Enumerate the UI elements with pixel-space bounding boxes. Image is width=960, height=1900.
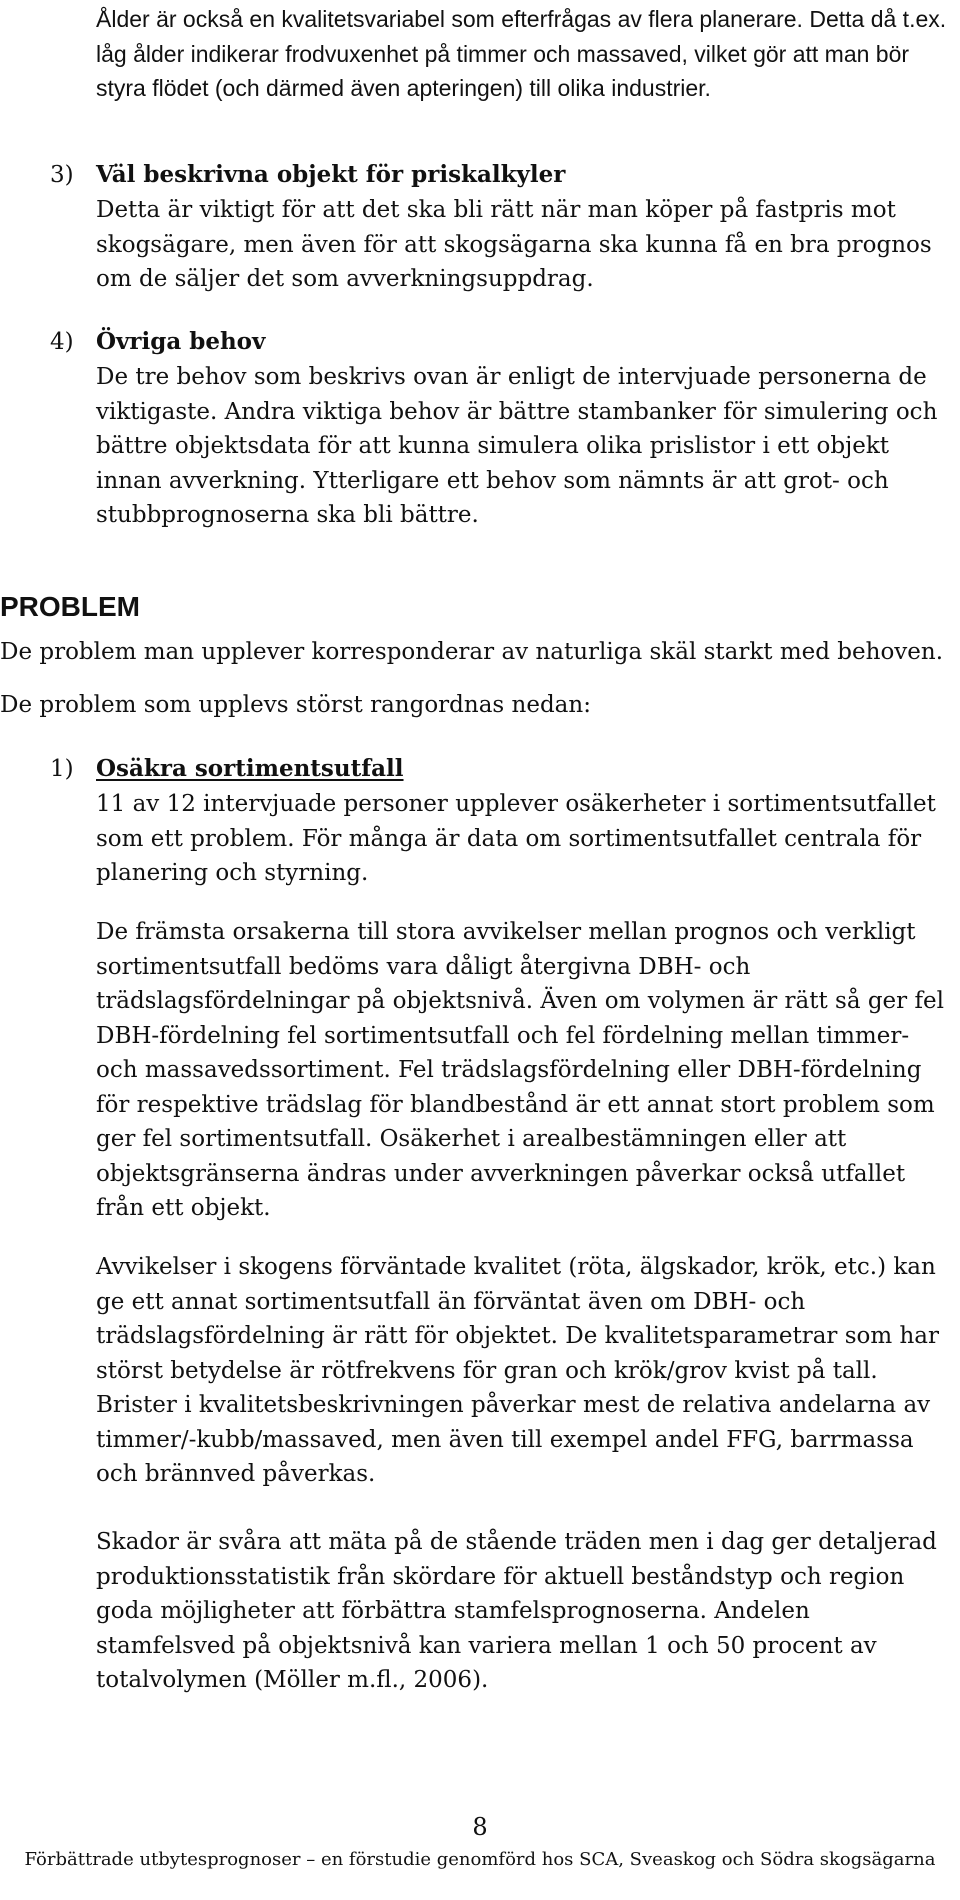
problem-ranking-paragraph: De problem som upplevs störst rangordnas nedan:: [0, 692, 591, 718]
need-3-title: Väl beskrivna objekt för priskalkyler: [96, 161, 566, 188]
page-footer: Förbättrade utbytesprognoser – en förstudie genomförd hos SCA, Sveaskog och Södra skogsägarna: [24, 1849, 936, 1870]
problem-1-paragraph-2: De främsta orsakerna till stora avvikelser mellan prognos och verkligt sortimentsutfall bedöms vara dåligt återgivna DBH- och trädslagsfördelningar på objektsnivå. Även om volymen är rätt så ger fel DBH-fördelning fel sortimentsutfall och fel fördelning mellan timmer- och massavedssortiment. Fel trädslagsfördelning eller DBH-fördelning för respektive trädslag för blandbestånd är ett annat stort problem som ger fel sortimentsutfall. Osäkerhet i arealbestämningen eller att objektsgränserna ändras under avverkningen påverkar också utfallet från ett objekt.: [96, 919, 944, 1221]
need-4-title: Övriga behov: [96, 328, 266, 355]
problem-1-paragraph-4: Skador är svåra att mäta på de stående träden men i dag ger detaljerad produktionsstatistik från skördare för aktuell beståndstyp och region goda möjligheter att förbättra stamfelsprognoserna. Andelen stamfelsved på objektsnivå kan variera mellan 1 och 50 procent av totalvolymen (Möller m.fl., 2006).: [96, 1529, 937, 1693]
need-4-body: De tre behov som beskrivs ovan är enligt de intervjuade personerna de viktigaste. Andra viktiga behov är bättre stambanker för simulering och bättre objektsdata för att kunna simulera olika prislistor i ett objekt innan avverkning. Ytterligare ett behov som nämnts är att grot- och stubbprognoserna ska bli bättre.: [96, 364, 938, 528]
problem-heading: PROBLEM: [0, 591, 140, 622]
intro-paragraph: Ålder är också en kvalitetsvariabel som efterfrågas av flera planerare. Detta då t.ex. låg ålder indikerar frodvuxenhet på timmer och massaved, vilket gör att man bör styra flödet (och därmed även apteringen) till olika industrier.: [96, 6, 947, 101]
need-3-body: Detta är viktigt för att det ska bli rätt när man köper på fastpris mot skogsägare, men även för att skogsägarna ska kunna få en bra prognos om de säljer det som avverkningsuppdrag.: [96, 197, 932, 292]
problem-1-title: Osäkra sortimentsutfall: [96, 755, 404, 782]
problem-1-number: 1): [50, 756, 74, 782]
page-number: 8: [472, 1813, 488, 1841]
problem-1-paragraph-3: Avvikelser i skogens förväntade kvalitet (röta, älgskador, krök, etc.) kan ge ett annat sortimentsutfall än förväntat även om DBH- och trädslagsfördelning är rätt för objektet. De kvalitetsparametrar som har störst betydelse är rötfrekvens för gran och krök/grov kvist på tall. Brister i kvalitetsbeskrivningen påverkar mest de relativa andelarna av timmer/-kubb/massaved, men även till exempel andel FFG, barrmassa och brännved påverkas.: [96, 1254, 940, 1487]
problem-intro-paragraph: De problem man upplever korresponderar av naturliga skäl starkt med behoven.: [0, 639, 944, 665]
problem-1-paragraph-1: 11 av 12 intervjuade personer upplever osäkerheter i sortimentsutfallet som ett problem. För många är data om sortimentsutfallet centrala för planering och styrning.: [96, 791, 936, 886]
need-3-number: 3): [50, 162, 74, 188]
need-4-number: 4): [50, 329, 74, 355]
